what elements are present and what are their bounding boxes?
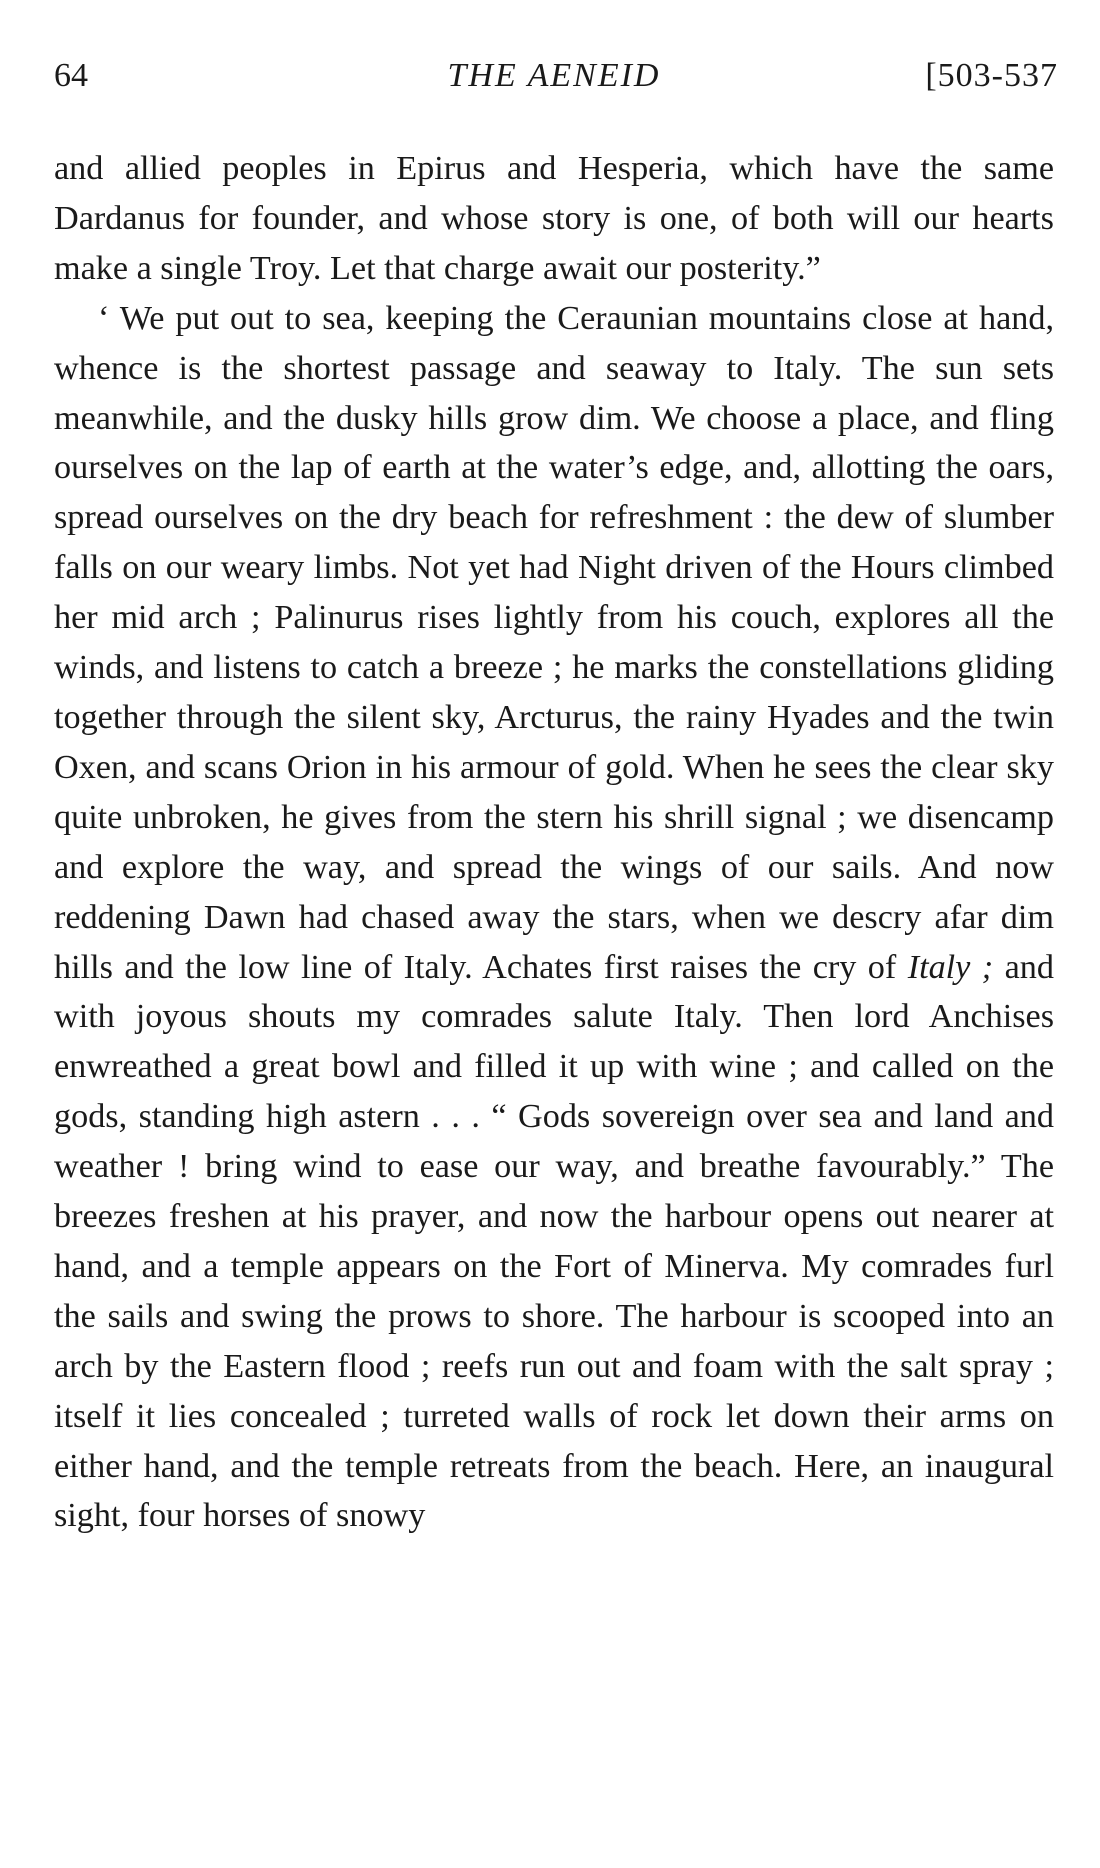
- page-header: [54, 52, 1058, 100]
- running-title: THE AENEID: [447, 57, 661, 94]
- page-number: 64: [54, 57, 88, 94]
- book-page: [54, 52, 1058, 1541]
- paragraph-2-text-start: ‘ We put out to sea, keeping the Ceraunian mountains close at hand, whence is the shortest passage and seaway to Italy. The sun sets meanwhile, and the dusky hills grow dim. We choose a place, and fling ourselves on the lap of earth at the water’s edge, and, allotting the oars, spread ourselves on the dry beach for refreshment : the dew of slumber falls on our weary limbs. Not yet had Night driven of the Hours climbed her mid arch ; Palinurus rises lightly from his couch, explores all the winds, and listens to catch a breeze ; he marks the constellations gliding together through the silent sky, Arcturus, the rainy Hyades and the twin Oxen, and scans Orion in his armour of gold. When he sees the clear sky quite unbroken, he gives from the stern his shrill signal ; we disencamp and explore the way, and spread the wings of our sails. And now reddening Dawn had chased away the stars, when we descry afar dim hills and the low line of Italy. Achates first raises the cry of: [54, 299, 1054, 986]
- paragraph-2-text-end: and with joyous shouts my comrades salute Italy. Then lord Anchises enwreathed a great bowl and filled it up with wine ; and called on the gods, standing high astern . . . “ Gods sovereign over sea and land and weather ! bring wind to ease our way, and breathe favourably.” The breezes freshen at his prayer, and now the harbour opens out nearer at hand, and a temple appears on the Fort of Minerva. My comrades furl the sails and swing the prows to shore. The harbour is scooped into an arch by the Eastern flood ; reefs run out and foam with the salt spray ; itself it lies concealed ; turreted walls of rock let down their arms on either hand, and the temple retreats from the beach. Here, an inaugural sight, four horses of snowy: [54, 948, 1054, 1535]
- body-text: [54, 144, 1054, 1541]
- italic-italy: Italy ;: [907, 948, 994, 986]
- paragraph-1: [54, 144, 1054, 294]
- paragraph-1-text: and allied peoples in Epirus and Hesperia, which have the same Dardanus for founder, and whose story is one, of both will our hearts make a single Troy. Let that charge await our posterity.”: [54, 150, 1054, 287]
- paragraph-2: [54, 294, 1054, 1542]
- line-range: [503-537: [925, 57, 1058, 94]
